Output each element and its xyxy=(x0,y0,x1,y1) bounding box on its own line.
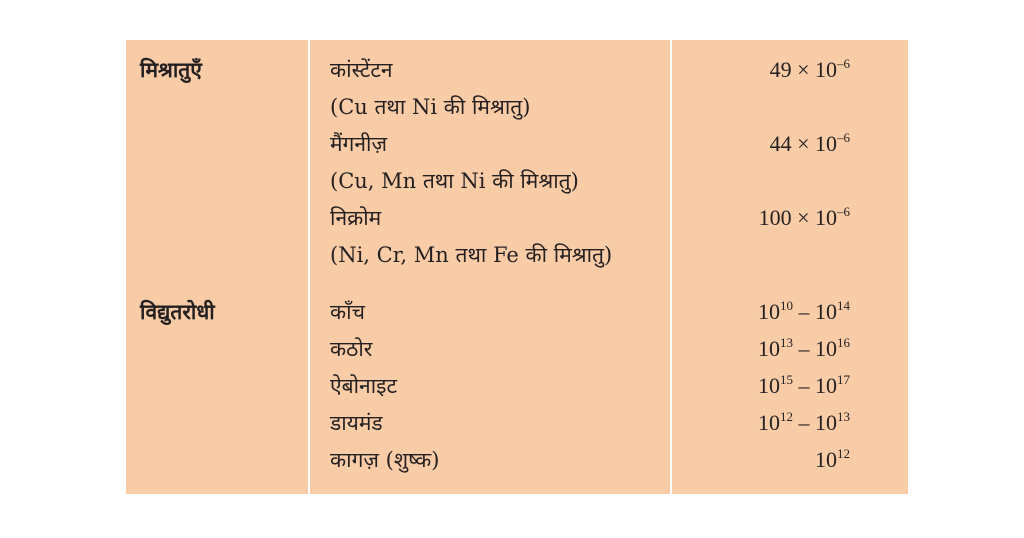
material-name: मैंगनीज़ xyxy=(330,132,388,156)
material-name: कठोर xyxy=(330,337,373,361)
column-divider xyxy=(308,40,310,494)
material-name: डायमंड xyxy=(330,411,383,435)
material-name: कागज़ (शुष्क) xyxy=(330,448,440,472)
material-composition: (Cu तथा Ni की मिश्रातु) xyxy=(330,95,531,119)
material-name: निक्रोम xyxy=(330,206,382,230)
material-name: ऐबोनाइट xyxy=(330,374,398,398)
resistivity-range: $10^{15} - 10^{17}$ xyxy=(758,372,850,398)
resistivity-value: $10^{12}$ xyxy=(815,446,850,472)
resistivity-range: $10^{10} - 10^{14}$ xyxy=(758,298,850,324)
category-insulators: विद्युतरोधी xyxy=(140,300,215,324)
resistivity-range: $10^{13} - 10^{16}$ xyxy=(758,335,850,361)
resistivity-value: $100 \times 10^{-6}$ xyxy=(758,204,850,230)
category-alloys: मिश्रातुएँ xyxy=(140,58,202,82)
material-name: काँच xyxy=(330,300,365,324)
resistivity-value: $44 \times 10^{-6}$ xyxy=(769,130,850,156)
resistivity-value: $49 \times 10^{-6}$ xyxy=(769,56,850,82)
material-composition: (Ni, Cr, Mn तथा Fe की मिश्रातु) xyxy=(330,243,613,267)
material-name: कांस्टेंटन xyxy=(330,58,393,82)
column-divider xyxy=(670,40,672,494)
resistivity-table xyxy=(126,40,908,494)
material-composition: (Cu, Mn तथा Ni की मिश्रातु) xyxy=(330,169,579,193)
resistivity-range: $10^{12} - 10^{13}$ xyxy=(758,409,850,435)
